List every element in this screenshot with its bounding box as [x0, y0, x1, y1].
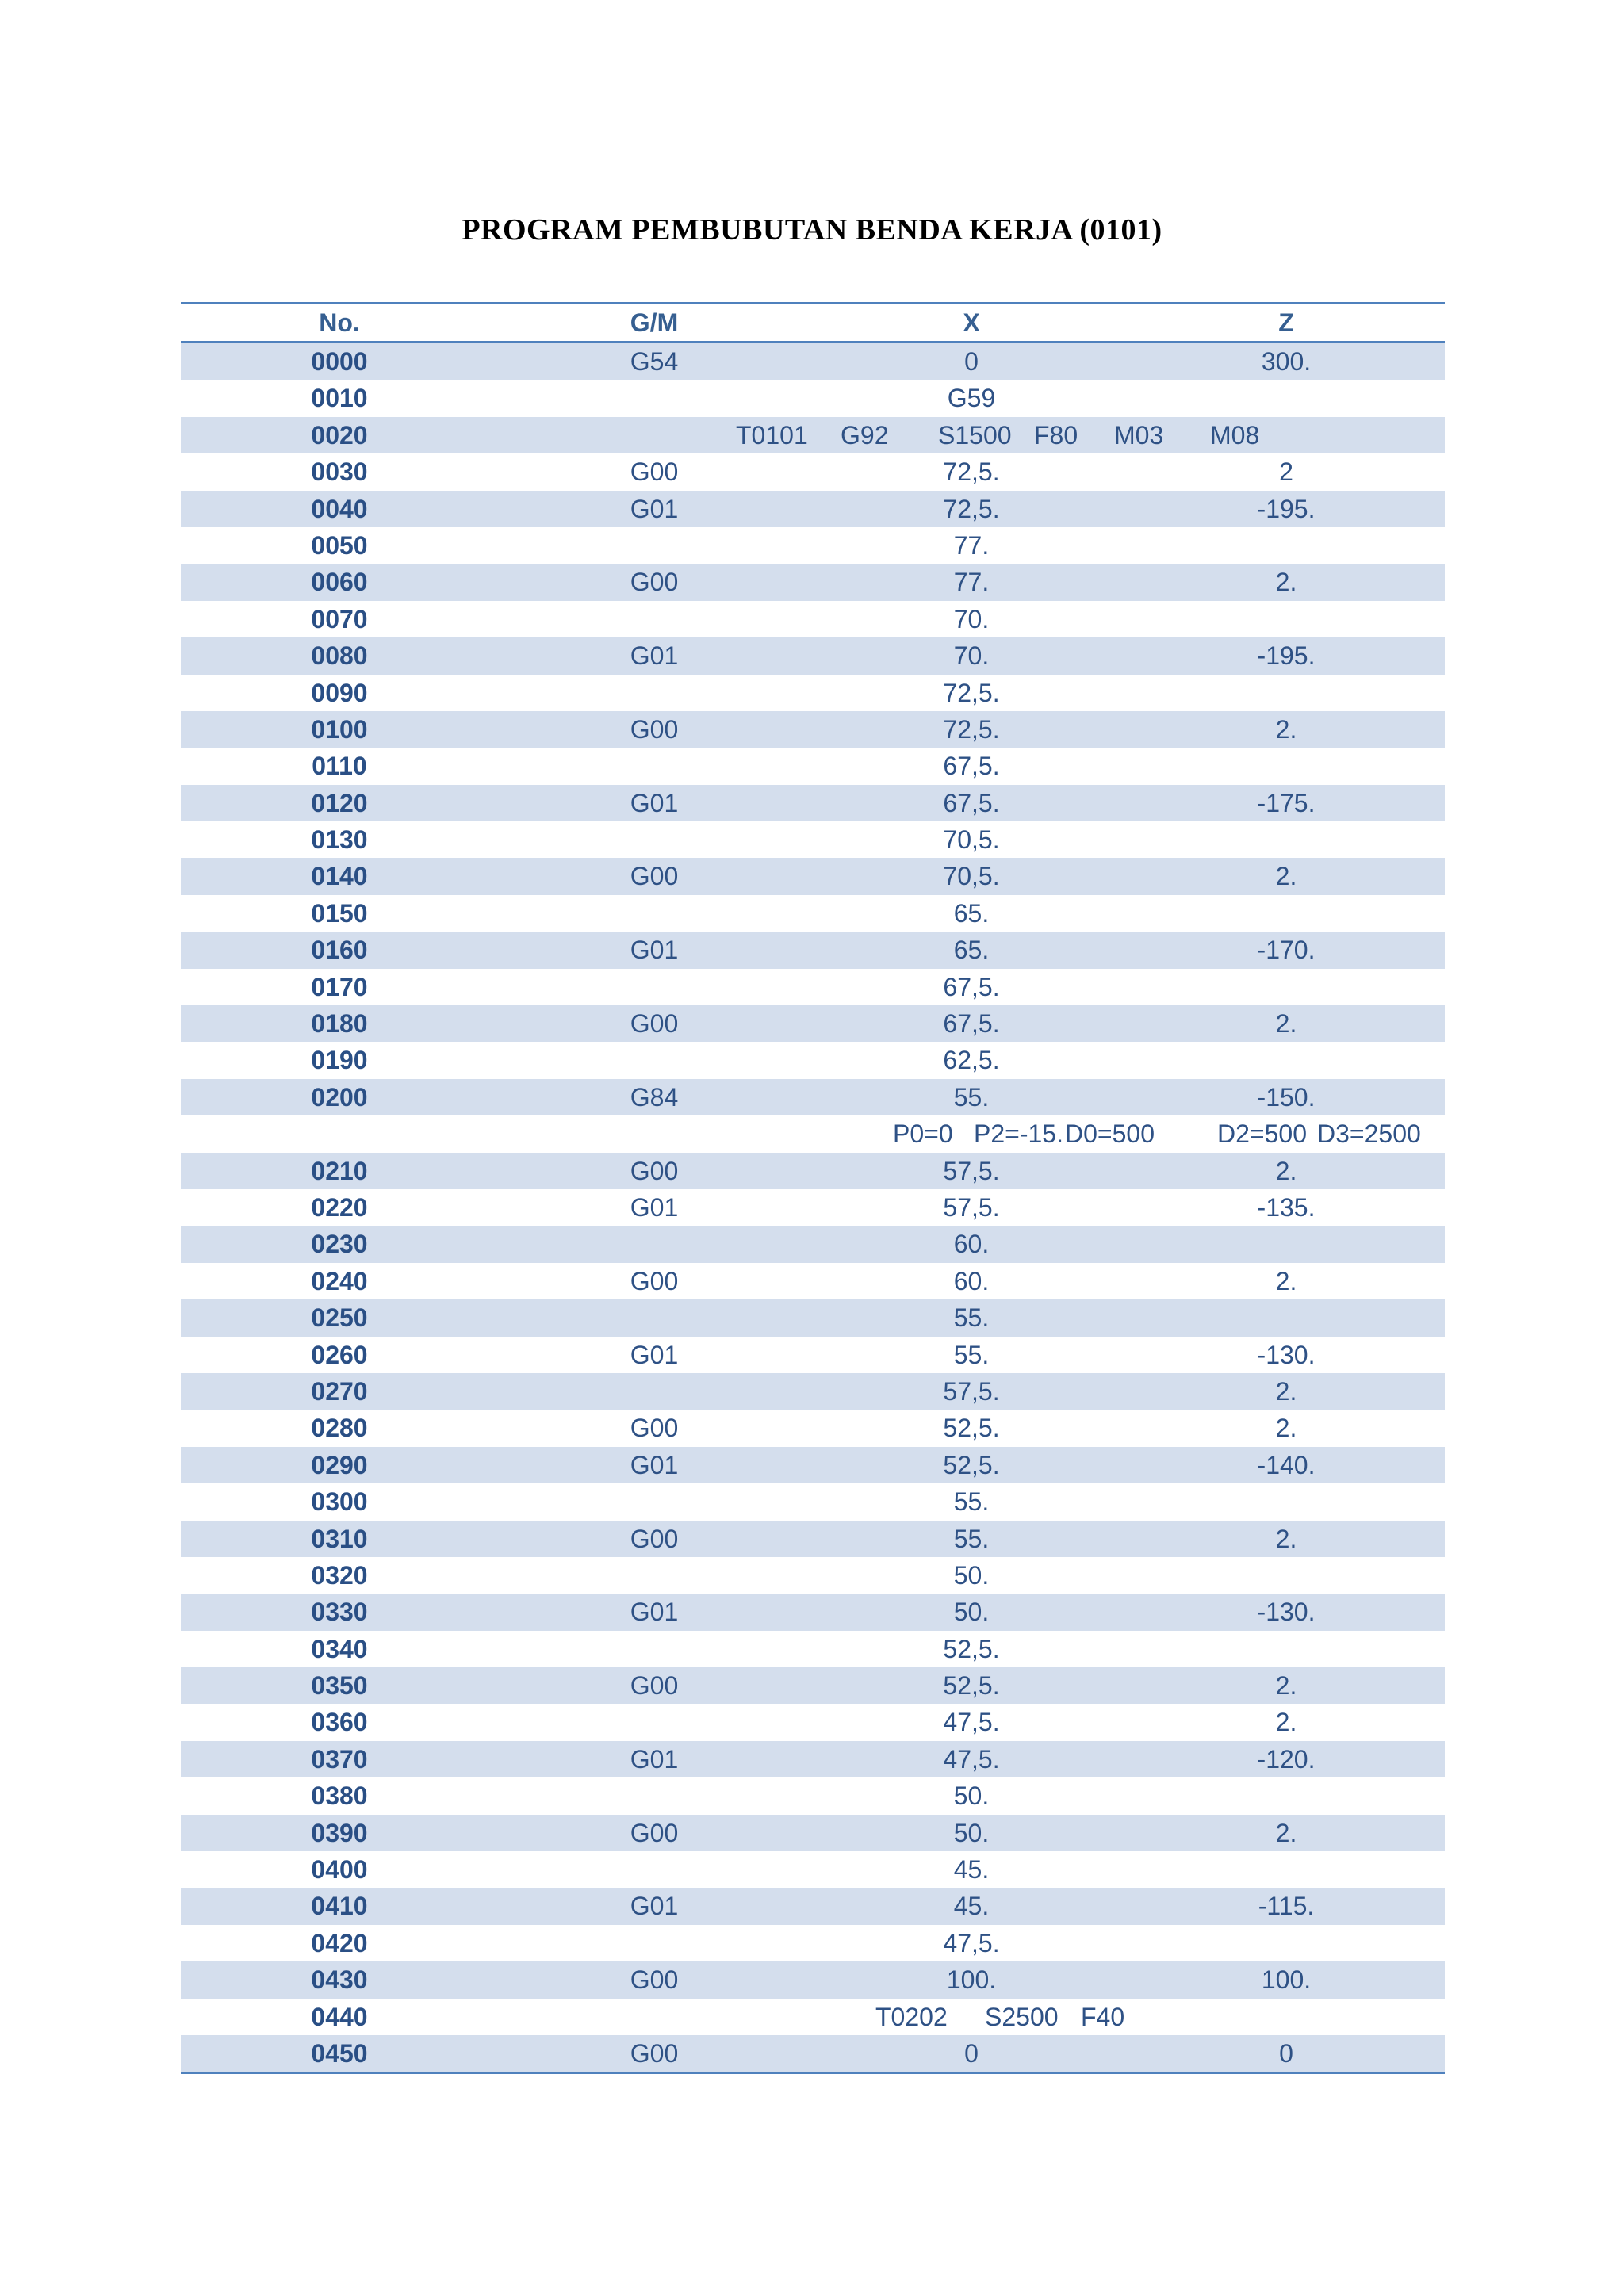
code-word: D3=2500 [1317, 1119, 1421, 1149]
x-value: 55. [953, 1082, 990, 1112]
table-row [181, 1521, 1445, 1557]
table-row [181, 1631, 1445, 1667]
z-value: 2. [1275, 1818, 1297, 1847]
gm-code: G01 [630, 936, 679, 965]
row-number: 0450 [311, 2038, 368, 2068]
x-value: 45. [953, 1855, 990, 1885]
x-value: 72,5. [943, 714, 1000, 744]
z-value: 300. [1261, 347, 1312, 376]
row-number: 0140 [311, 862, 368, 891]
table-body [181, 343, 1445, 2072]
x-value: 77. [953, 530, 990, 560]
row-number: 0020 [311, 420, 368, 450]
gm-code: G54 [630, 347, 679, 376]
table-row [181, 453, 1445, 490]
x-value: 67,5. [943, 788, 1000, 817]
table-row [181, 1042, 1445, 1078]
table-row [181, 1373, 1445, 1410]
row-number: 0010 [311, 384, 368, 413]
table-row [181, 343, 1445, 380]
table-row [181, 895, 1445, 932]
x-value: 45. [953, 1892, 990, 1921]
table-row [181, 1961, 1445, 1998]
table-row [181, 1815, 1445, 1851]
header-gm: G/M [630, 308, 679, 337]
row-number: 0060 [311, 568, 368, 597]
table-row [181, 1153, 1445, 1189]
header-x: X [963, 308, 980, 337]
x-value: 50. [953, 1818, 990, 1847]
row-number: 0440 [311, 2002, 368, 2031]
code-word: D2=500 [1217, 1119, 1307, 1149]
row-number: 0150 [311, 898, 368, 928]
x-value: 67,5. [943, 752, 1000, 781]
program-table [181, 302, 1445, 2074]
row-number: 0130 [311, 825, 368, 855]
z-value: 2. [1275, 1708, 1297, 1737]
x-value: G59 [947, 384, 996, 413]
z-value: -130. [1257, 1598, 1316, 1627]
z-value: 2. [1275, 714, 1297, 744]
row-number: 0000 [311, 347, 368, 376]
z-value: -115. [1258, 1892, 1315, 1921]
x-value: 55. [953, 1524, 990, 1553]
x-value: 55. [953, 1340, 990, 1369]
table-row [181, 1557, 1445, 1594]
z-value: 2. [1275, 568, 1297, 597]
z-value: 2. [1275, 1376, 1297, 1406]
z-value: -150. [1257, 1082, 1316, 1112]
code-word: D0=500 [1065, 1119, 1155, 1149]
gm-code: G01 [630, 788, 679, 817]
gm-code: G00 [630, 1524, 679, 1553]
header-z: Z [1278, 308, 1294, 337]
row-number: 0200 [311, 1082, 368, 1112]
x-value: 57,5. [943, 1376, 1000, 1406]
table-row [181, 1777, 1445, 1814]
x-value: 70,5. [943, 825, 1000, 855]
z-value: -195. [1257, 641, 1316, 671]
table-row [181, 858, 1445, 894]
table-row [181, 1667, 1445, 1704]
z-value: 2. [1275, 1009, 1297, 1039]
x-value: 70,5. [943, 862, 1000, 891]
x-value: 50. [953, 1560, 990, 1590]
z-value: 2. [1275, 1266, 1297, 1295]
x-value: 50. [953, 1781, 990, 1811]
gm-code: G00 [630, 1266, 679, 1295]
z-value: 2. [1275, 862, 1297, 891]
code-word: M08 [1210, 420, 1260, 450]
z-value: 0 [1279, 2038, 1293, 2068]
table-row [181, 1447, 1445, 1483]
row-number: 0420 [311, 1928, 368, 1957]
code-word: G92 [841, 420, 889, 450]
z-value: -170. [1257, 936, 1316, 965]
z-value: 100. [1261, 1965, 1312, 1995]
gm-code: G01 [630, 1744, 679, 1774]
gm-code: G00 [630, 1965, 679, 1995]
x-value: 55. [953, 1303, 990, 1333]
table-row [181, 1079, 1445, 1115]
table-row [181, 785, 1445, 821]
table-row [181, 1299, 1445, 1336]
row-number: 0050 [311, 530, 368, 560]
z-value: -130. [1257, 1340, 1316, 1369]
x-value: 60. [953, 1230, 990, 1259]
row-number: 0220 [311, 1192, 368, 1222]
table-row [181, 380, 1445, 416]
gm-code: G01 [630, 1450, 679, 1479]
x-value: 67,5. [943, 972, 1000, 1001]
row-number: 0210 [311, 1156, 368, 1185]
code-word: T0101 [736, 420, 808, 450]
table-row [181, 1594, 1445, 1630]
z-value: -140. [1257, 1450, 1316, 1479]
table-row [181, 821, 1445, 858]
row-number: 0230 [311, 1230, 368, 1259]
row-number: 0400 [311, 1855, 368, 1885]
row-number: 0040 [311, 494, 368, 523]
gm-code: G00 [630, 1818, 679, 1847]
table-row [181, 1888, 1445, 1924]
table-row [181, 1741, 1445, 1777]
row-number: 0260 [311, 1340, 368, 1369]
code-word: F40 [1081, 2002, 1125, 2031]
x-value: 65. [953, 936, 990, 965]
table-row [181, 1005, 1445, 1042]
x-value: 52,5. [943, 1414, 1000, 1443]
x-value: 50. [953, 1598, 990, 1627]
x-value: 77. [953, 568, 990, 597]
gm-code: G01 [630, 1598, 679, 1627]
table-row [181, 601, 1445, 637]
row-number: 0370 [311, 1744, 368, 1774]
table-row [181, 637, 1445, 674]
row-number: 0090 [311, 678, 368, 707]
table-row [181, 1226, 1445, 1262]
z-value: -135. [1257, 1192, 1316, 1222]
x-value: 100. [946, 1965, 997, 1995]
row-number: 0070 [311, 604, 368, 633]
row-number: 0030 [311, 457, 368, 487]
row-number: 0180 [311, 1009, 368, 1039]
table-row [181, 748, 1445, 784]
code-word: M03 [1114, 420, 1164, 450]
gm-code: G01 [630, 494, 679, 523]
row-number: 0240 [311, 1266, 368, 1295]
row-number: 0390 [311, 1818, 368, 1847]
z-value: 2 [1279, 457, 1293, 487]
row-number: 0380 [311, 1781, 368, 1811]
table-header [181, 304, 1445, 343]
row-number: 0120 [311, 788, 368, 817]
table-row [181, 1851, 1445, 1888]
gm-code: G00 [630, 862, 679, 891]
gm-code: G00 [630, 714, 679, 744]
x-value: 0 [964, 2038, 979, 2068]
gm-code: G00 [630, 1009, 679, 1039]
x-value: 47,5. [943, 1744, 1000, 1774]
row-number: 0190 [311, 1046, 368, 1075]
x-value: 52,5. [943, 1671, 1000, 1701]
row-number: 0080 [311, 641, 368, 671]
row-number: 0300 [311, 1487, 368, 1517]
x-value: 62,5. [943, 1046, 1000, 1075]
code-word: S1500 [938, 420, 1012, 450]
row-number: 0110 [312, 752, 367, 781]
row-number: 0320 [311, 1560, 368, 1590]
code-word: T0202 [875, 2002, 948, 2031]
code-word: S2500 [985, 2002, 1059, 2031]
x-value: 70. [953, 604, 990, 633]
table-row [181, 675, 1445, 711]
table-row [181, 1925, 1445, 1961]
x-value: 55. [953, 1487, 990, 1517]
table-row [181, 527, 1445, 564]
table-row [181, 564, 1445, 600]
table-row [181, 417, 1445, 453]
gm-code: G00 [630, 1156, 679, 1185]
table-row [181, 932, 1445, 968]
code-word: P0=0 [893, 1119, 953, 1149]
gm-code: G00 [630, 1671, 679, 1701]
gm-code: G01 [630, 1340, 679, 1369]
gm-code: G00 [630, 457, 679, 487]
x-value: 67,5. [943, 1009, 1000, 1039]
table-row [181, 1410, 1445, 1446]
x-value: 47,5. [943, 1708, 1000, 1737]
code-word: P2=-15. [974, 1119, 1063, 1149]
row-number: 0280 [311, 1414, 368, 1443]
x-value: 65. [953, 898, 990, 928]
z-value: 2. [1275, 1156, 1297, 1185]
row-number: 0100 [311, 714, 368, 744]
row-number: 0250 [311, 1303, 368, 1333]
x-value: 52,5. [943, 1634, 1000, 1663]
header-no: No. [319, 308, 360, 337]
gm-code: G00 [630, 2038, 679, 2068]
table-row [181, 969, 1445, 1005]
x-value: 72,5. [943, 457, 1000, 487]
code-word: F80 [1034, 420, 1078, 450]
x-value: 60. [953, 1266, 990, 1295]
z-value: -195. [1257, 494, 1316, 523]
z-value: 2. [1275, 1671, 1297, 1701]
page-title: PROGRAM PEMBUBUTAN BENDA KERJA (0101) [462, 213, 1162, 247]
z-value: 2. [1275, 1414, 1297, 1443]
gm-code: G01 [630, 641, 679, 671]
row-number: 0270 [311, 1376, 368, 1406]
z-value: -120. [1257, 1744, 1316, 1774]
table-row [181, 1337, 1445, 1373]
table-row [181, 491, 1445, 527]
gm-code: G01 [630, 1192, 679, 1222]
gm-code: G84 [630, 1082, 679, 1112]
x-value: 57,5. [943, 1192, 1000, 1222]
x-value: 47,5. [943, 1928, 1000, 1957]
gm-code: G01 [630, 1892, 679, 1921]
x-value: 52,5. [943, 1450, 1000, 1479]
row-number: 0310 [311, 1524, 368, 1553]
x-value: 70. [953, 641, 990, 671]
x-value: 57,5. [943, 1156, 1000, 1185]
gm-code: G00 [630, 1414, 679, 1443]
row-number: 0290 [311, 1450, 368, 1479]
row-number: 0360 [311, 1708, 368, 1737]
table-row [181, 1263, 1445, 1299]
x-value: 72,5. [943, 494, 1000, 523]
table-row [181, 1999, 1445, 2035]
x-value: 72,5. [943, 678, 1000, 707]
table-row [181, 1483, 1445, 1520]
row-number: 0410 [311, 1892, 368, 1921]
table-row [181, 1704, 1445, 1740]
row-number: 0340 [311, 1634, 368, 1663]
table-row [181, 711, 1445, 748]
x-value: 0 [964, 347, 979, 376]
z-value: -175. [1257, 788, 1316, 817]
row-number: 0330 [311, 1598, 368, 1627]
row-number: 0430 [311, 1965, 368, 1995]
table-row [181, 1189, 1445, 1226]
table-row [181, 1115, 1445, 1152]
gm-code: G00 [630, 568, 679, 597]
row-number: 0170 [311, 972, 368, 1001]
table-row [181, 2035, 1445, 2072]
z-value: 2. [1275, 1524, 1297, 1553]
row-number: 0160 [311, 936, 368, 965]
row-number: 0350 [311, 1671, 368, 1701]
